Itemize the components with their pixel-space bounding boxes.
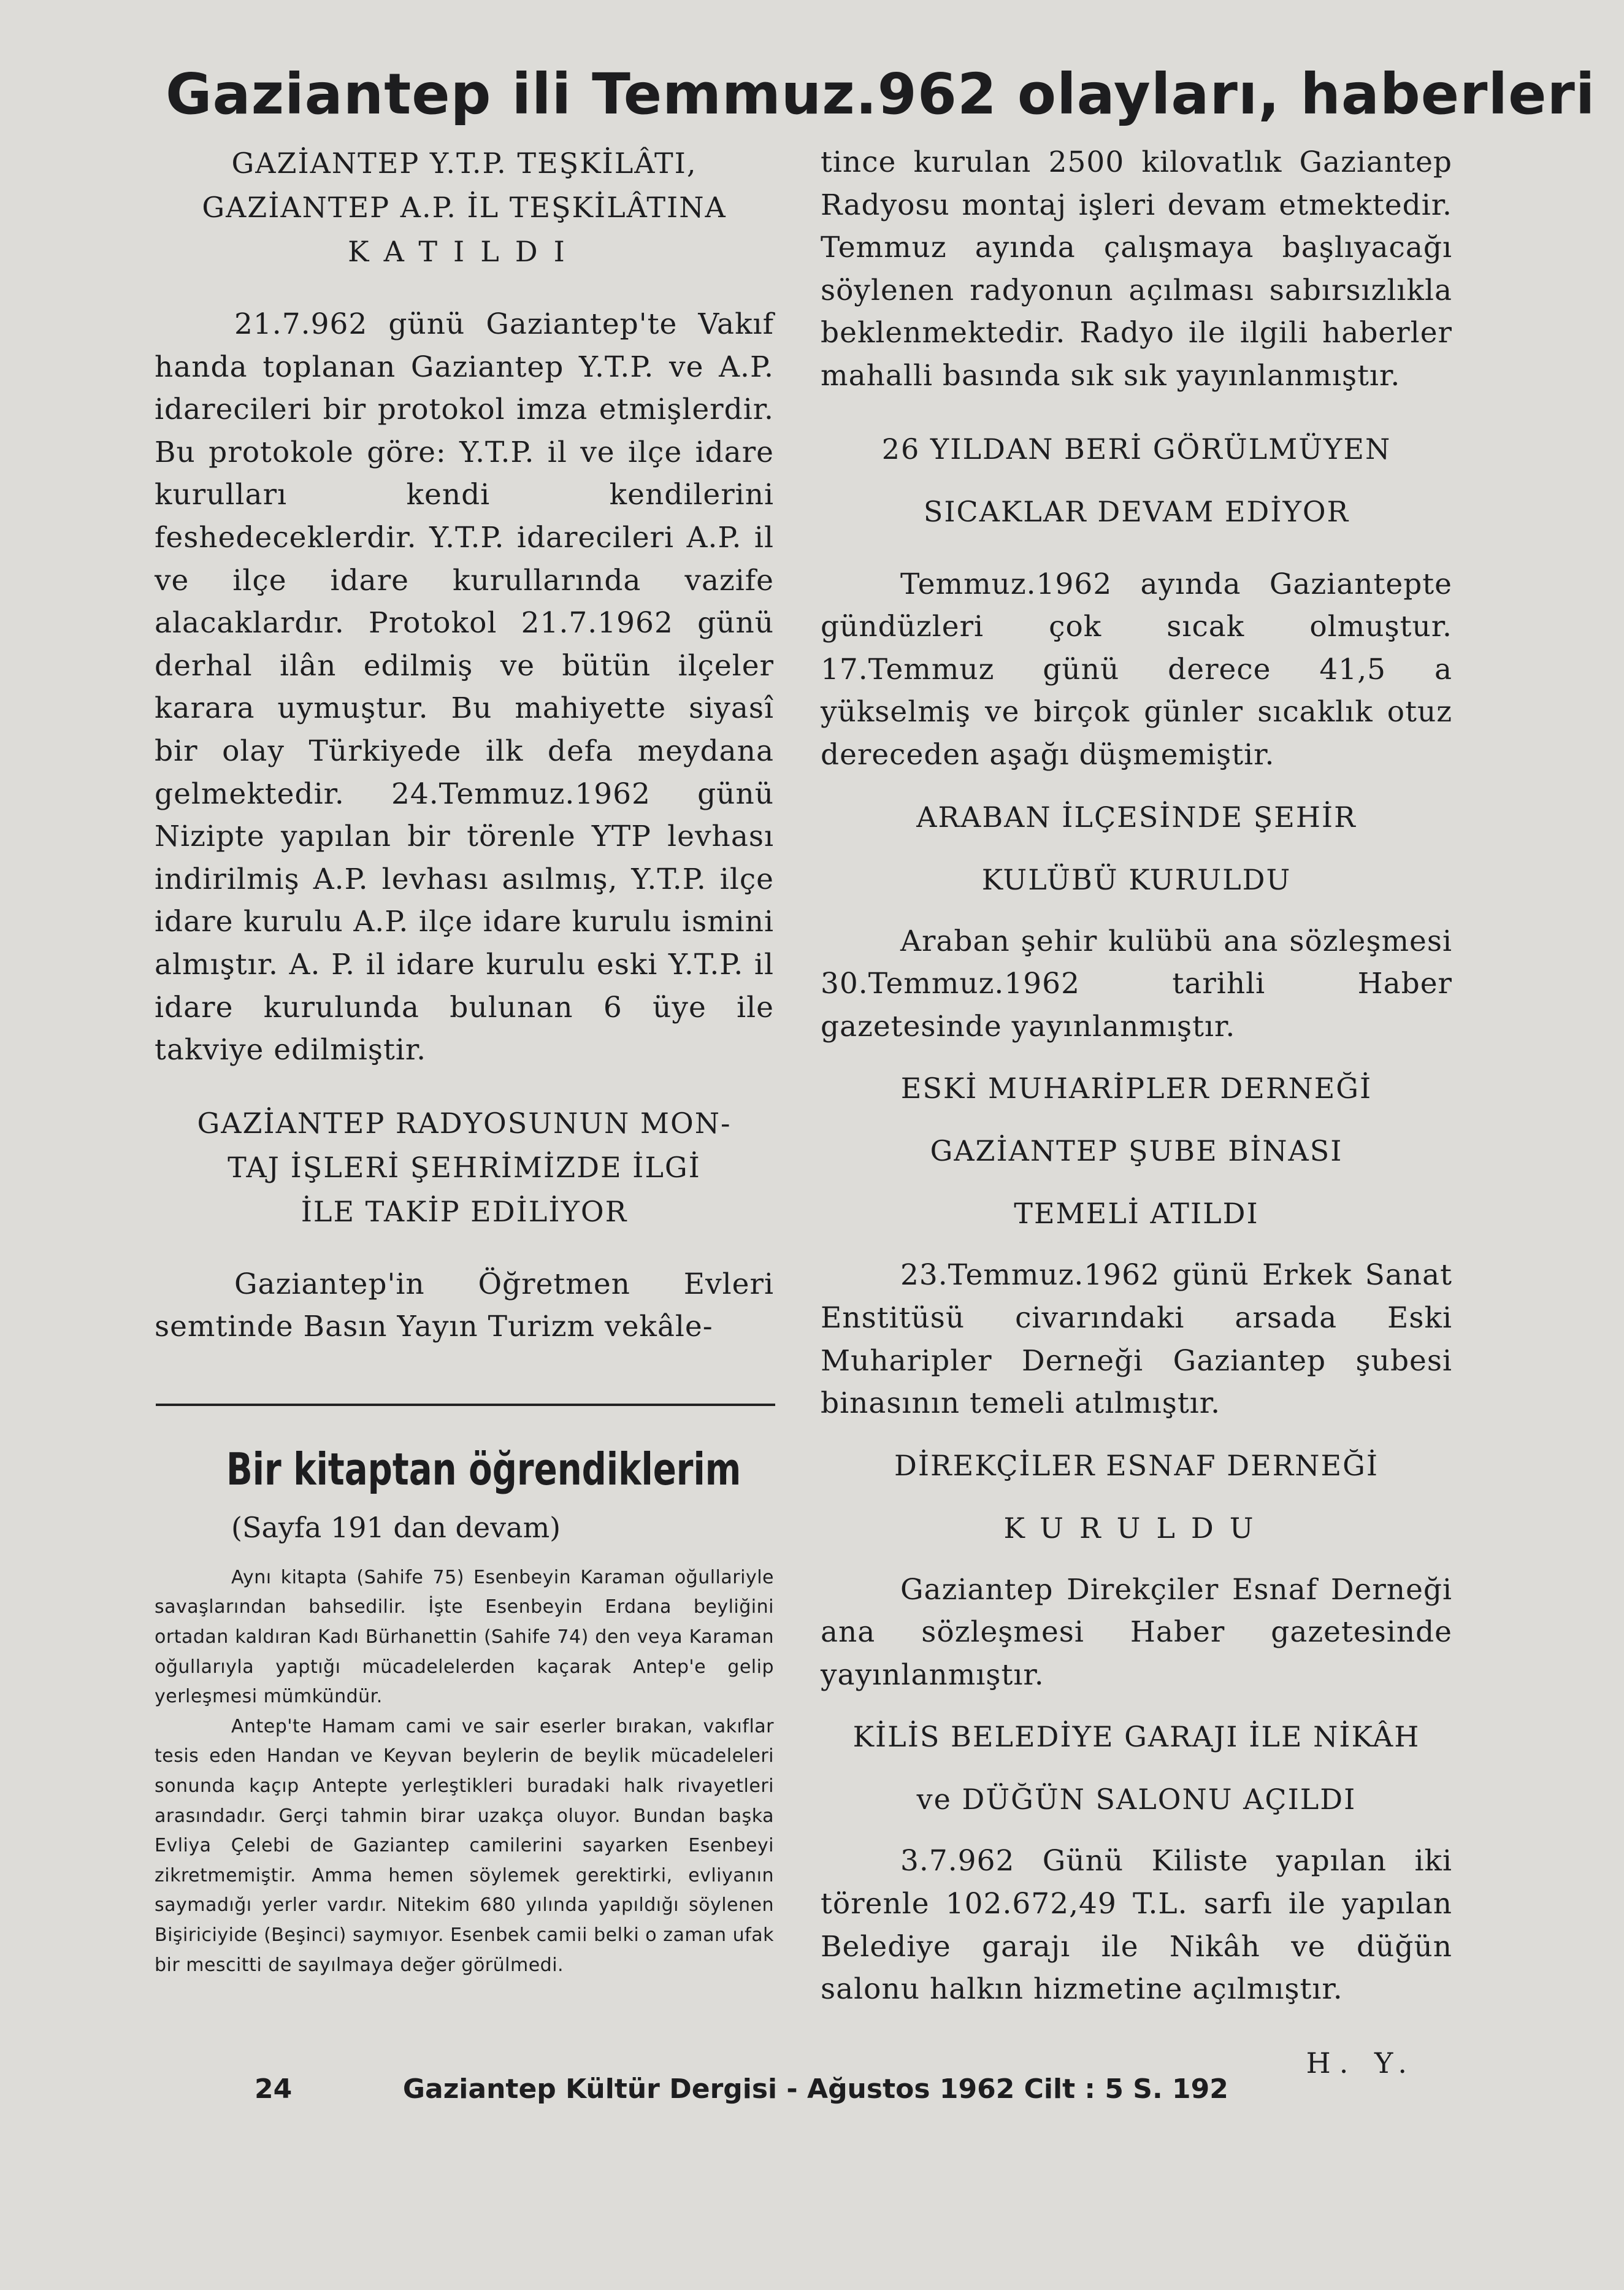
footer-publication: Gaziantep Kültür Dergisi - Ağustos 1962 Cilt : 5 S. 192 xyxy=(402,2073,1228,2105)
headline-kilis-line-1: KİLİS BELEDİYE GARAJI İLE NİKÂH xyxy=(852,1720,1420,1754)
section-title: Bir kitaptan öğrendiklerim xyxy=(226,1443,741,1495)
headline-radyo-line-2: TAJ İŞLERİ ŞEHRİMİZDE İLGİ xyxy=(228,1150,701,1184)
article-araban-body: Araban şehir kulübü ana sözleşmesi 30.Temmuz.1962 tarihli Haber gazetesinde yayınlanmıştır. xyxy=(821,924,1452,1043)
author-signature: H. Y. xyxy=(1306,2046,1415,2080)
right-column xyxy=(821,141,1452,2080)
headline-ytp-line-3: KATILDI xyxy=(348,235,581,268)
headline-muharip-line-2: GAZİANTEP ŞUBE BİNASI xyxy=(930,1134,1343,1168)
headline-direkci-line-2: KURULDU xyxy=(1003,1511,1270,1545)
headline-araban-line-1: ARABAN İLÇESİNDE ŞEHİR xyxy=(916,800,1357,834)
left-column xyxy=(155,141,774,1980)
kitap-paragraph-1: Aynı kitapta (Sahife 75) Esenbeyin Karaman oğullariyle savaşlarından bahsedilir. İşte Esenbeyin Erdana beyliğini ortadan kaldıran Kadı Bürhanettin (Sahife 74) den veya Karaman oğullarıyla yaptığı mücadelelerden kaçarak Antep'e gelip yerleşmesi mümkündür. xyxy=(155,1566,774,1708)
article-muharip-body: 23.Temmuz.1962 günü Erkek Sanat Enstitüsü civarındaki arsada Eski Muharipler Derneği Gaziantep şubesi binasının temeli atılmıştır. xyxy=(821,1258,1452,1421)
article-radyo-body: Gaziantep'in Öğretmen Evleri semtinde Basın Yayın Turizm vekâle- xyxy=(155,1267,774,1344)
section-divider xyxy=(156,1404,775,1406)
headline-sicak-line-1: 26 YILDAN BERİ GÖRÜLMÜYEN xyxy=(881,432,1392,466)
article-ytp-body: 21.7.962 günü Gaziantep'te Vakıf handa toplanan Gaziantep Y.T.P. ve A.P. idarecileri bir protokol imza etmişlerdir. Bu protokole göre: Y.T.P. il ve ilçe idare kurulları kendi kendilerini feshedeceklerdir. Y.T.P. idarecileri A.P. il ve ilçe idare kurullarında vazife alacaklardır. Protokol 21.7.1962 günü derhal ilân edilmiş ve bütün ilçeler karara uymuştur. Bu mahiyette siyasî bir olay Türkiyede ilk defa meydana gelmektedir. 24.Temmuz.1962 günü Nizipte yapılan bir törenle YTP levhası indirilmiş A.P. levhası asılmış, Y.T.P. ilçe idare kurulu A.P. ilçe idare kurulu ismini almıştır. A. P. il idare kurulu eski Y.T.P. il idare kurulunda bulunan 6 üye ile takviye edilmiştir. xyxy=(155,307,774,1067)
continued-note: (Sayfa 191 dan devam) xyxy=(231,1510,561,1544)
headline-sicak-line-2: SICAKLAR DEVAM EDİYOR xyxy=(923,494,1350,528)
article-sicak-body: Temmuz.1962 ayında Gaziantepte gündüzleri çok sıcak olmuştur. 17.Temmuz günü derece 41,5 a yükselmiş ve birçok günler sıcaklık otuz dereceden aşağı düşmemiştir. xyxy=(821,567,1452,772)
headline-kilis-line-2: ve DÜĞÜN SALONU AÇILDI xyxy=(916,1783,1357,1816)
article-direkci-body: Gaziantep Direkçiler Esnaf Derneği ana sözleşmesi Haber gazetesinde yayınlanmıştır. xyxy=(821,1572,1452,1692)
headline-muharip-line-3: TEMELİ ATILDI xyxy=(1014,1197,1259,1231)
headline-ytp-line-2: GAZİANTEP A.P. İL TEŞKİLÂTINA xyxy=(202,191,727,224)
headline-direkci-line-1: DİREKÇİLER ESNAF DERNEĞİ xyxy=(894,1448,1379,1482)
page-number: 24 xyxy=(255,2073,293,2105)
headline-muharip-line-1: ESKİ MUHARİPLER DERNEĞİ xyxy=(900,1072,1373,1105)
headline-radyo-line-3: İLE TAKİP EDİLİYOR xyxy=(301,1194,628,1228)
page-footer xyxy=(255,2073,1228,2105)
article-radyo-continued: tince kurulan 2500 kilovatlık Gaziantep Radyosu montaj işleri devam etmektedir. Temmuz ayında çalışmaya başlıyacağı söylenen radyonun açılması sabırsızlıkla beklenmektedir. Radyo ile ilgili haberler mahalli basında sık sık yayınlanmıştır. xyxy=(821,145,1452,393)
headline-radyo-line-1: GAZİANTEP RADYOSUNUN MON- xyxy=(197,1106,732,1140)
page-title: Gaziantep ili Temmuz.962 olayları, haberleri xyxy=(166,61,1596,127)
article-kilis-body: 3.7.962 Günü Kiliste yapılan iki törenle 102.672,49 T.L. sarfı ile yapılan Belediye garajı ile Nikâh ve düğün salonu halkın hizmetine açılmıştır. xyxy=(821,1844,1452,2007)
headline-araban-line-2: KULÜBÜ KURULDU xyxy=(981,863,1292,896)
headline-ytp-line-1: GAZİANTEP Y.T.P. TEŞKİLÂTI, xyxy=(231,147,697,180)
kitap-paragraph-2: Antep'te Hamam cami ve sair eserler bırakan, vakıflar tesis eden Handan ve Keyvan beylerin de beylik mücadeleleri sonunda kaçıp Antepte yerleştikleri buradaki halk rivayetleri arasındadır. Gerçi tahmin birar uzakça oluyor. Bundan başka Evliya Çelebi de Gaziantep camilerini sayarken Esenbeyi zikretmemiştir. Amma hemen söylemek gerektirki, evliyanın saymadığı yerler vardır. Nitekim 680 yılında yapıldığı söylenen Bişiriciyide (Beşinci) saymıyor. Esenbek camii belki o zaman ufak bir mescitti de sayılmaya değer görülmedi. xyxy=(155,1715,774,1976)
